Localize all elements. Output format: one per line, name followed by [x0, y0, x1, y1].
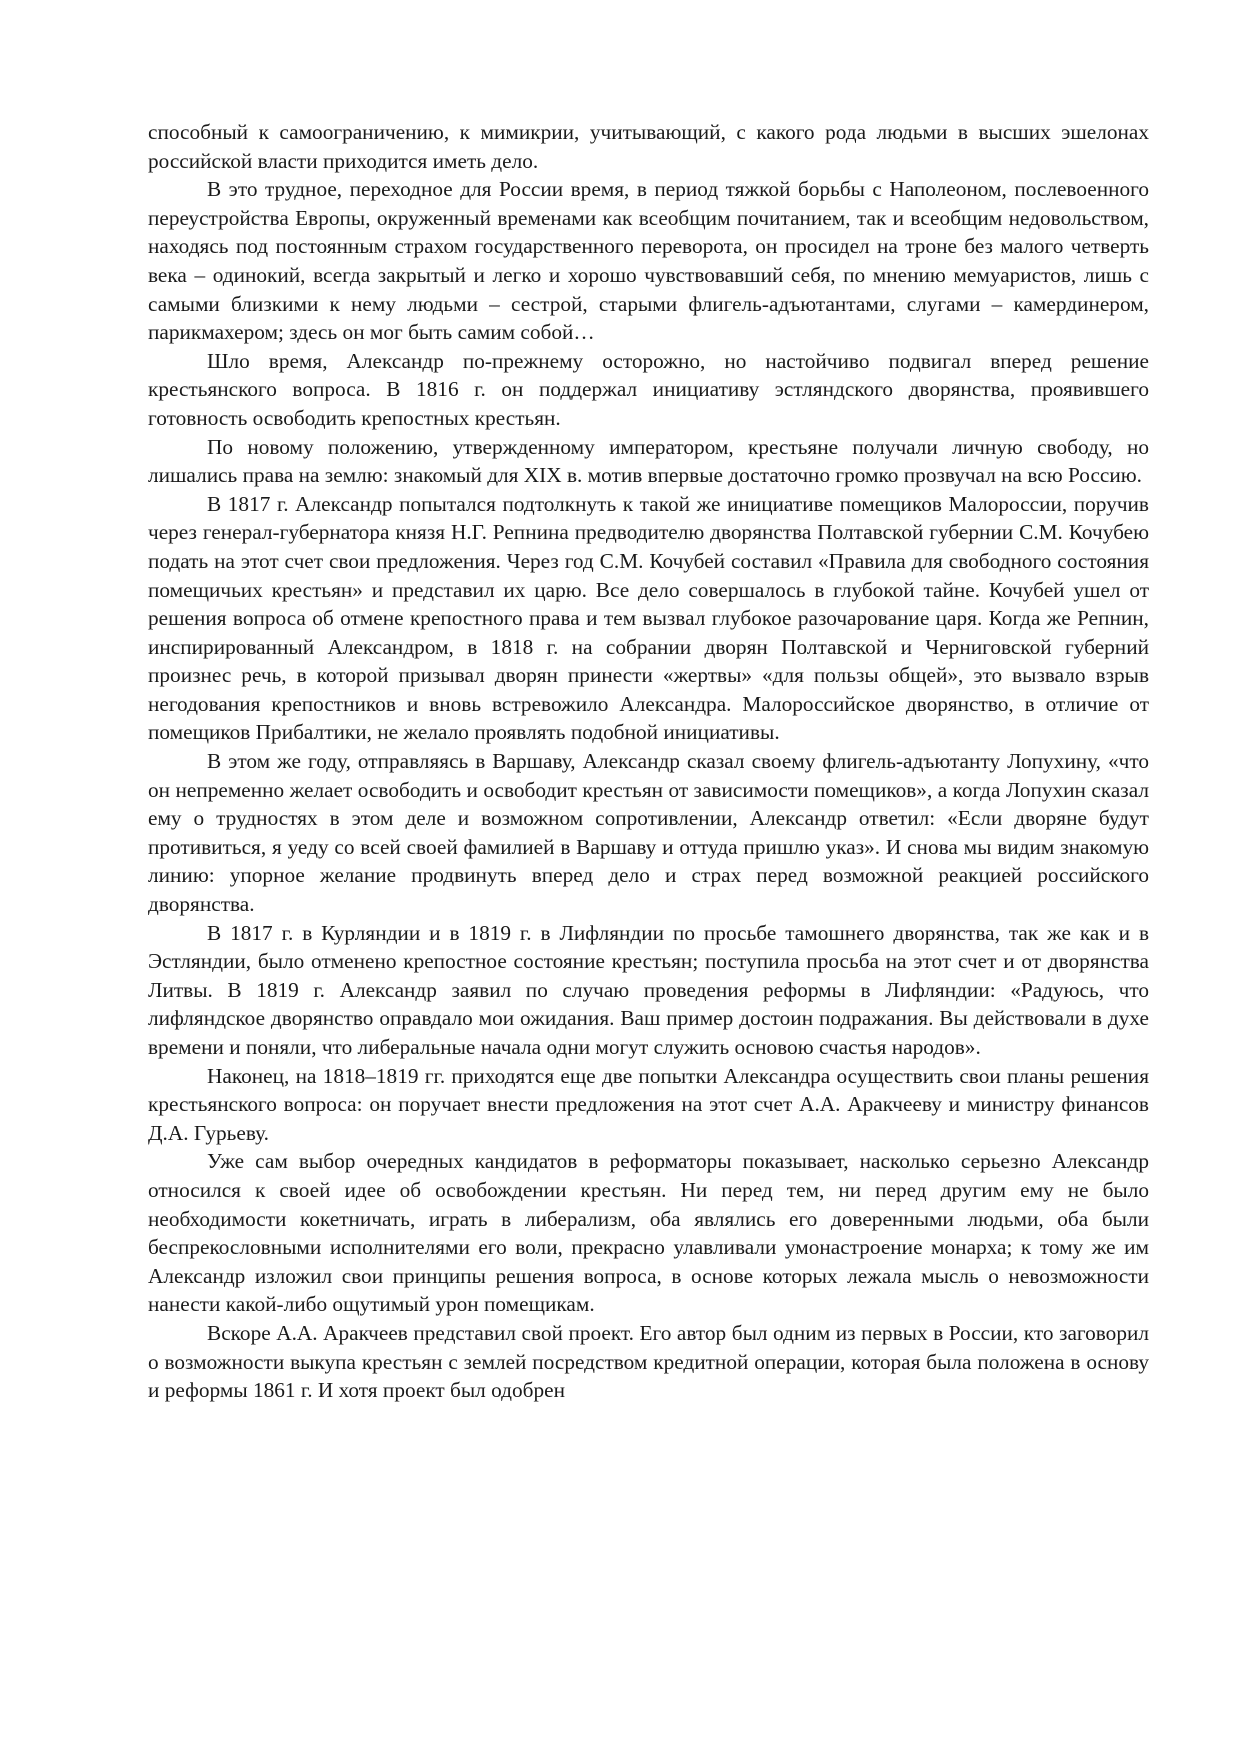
- paragraph: Вскоре А.А. Аракчеев представил свой проект. Его автор был одним из первых в России, кто заговорил о возможности выкупа крестьян с землей посредством кредитной операции, которая была положена в основу и реформы 1861 г. И хотя проект был одобрен: [148, 1320, 1149, 1403]
- paragraph: Шло время, Александр по-прежнему осторожно, но настойчиво подвигал вперед решение крестьянского вопроса. В 1816 г. он поддержал инициативу эстляндского дворянства, проявившего готовность освободить крепостных крестьян.: [148, 348, 1149, 430]
- paragraph: способный к самоограничению, к мимикрии, учитывающий, с какого рода людьми в высших эшелонах российской власти приходится иметь дело.: [148, 120, 1149, 173]
- document-page: [148, 118, 1149, 1405]
- paragraph: В 1817 г. Александр попытался подтолкнуть к такой же инициативе помещиков Малороссии, поручив через генерал-губернатора князя Н.Г. Репнина предводителю дворянства Полтавской губернии С.М. Кочубею подать на этот счет свои предложения. Через год С.М. Кочубей составил «Правила для свободного состояния помещичьих крестьян» и представил их царю. Все дело совершалось в глубокой тайне. Кочубей ушел от решения вопроса об отмене крепостного права и тем вызвал глубокое разочарование царя. Когда же Репнин, инспирированный Александром, в 1818 г. на собрании дворян Полтавской и Черниговской губерний произнес речь, в которой призывал дворян принести «жертвы» «для пользы общей», это вызвало взрыв негодования крепостников и вновь встревожило Александра. Малороссийское дворянство, в отличие от помещиков Прибалтики, не желало проявлять подобной инициативы.: [148, 491, 1149, 745]
- paragraph: В это трудное, переходное для России время, в период тяжкой борьбы с Наполеоном, послевоенного переустройства Европы, окруженный временами как всеобщим почитанием, так и всеобщим недовольством, находясь под постоянным страхом государственного переворота, он просидел на троне без малого четверть века – одинокий, всегда закрытый и легко и хорошо чувствовавший себя, по мнению мемуаристов, лишь с самыми близкими к нему людьми – сестрой, старыми флигель-адъютантами, слугами – камердинером, парикмахером; здесь он мог быть самим собой…: [148, 177, 1149, 345]
- paragraph: Уже сам выбор очередных кандидатов в реформаторы показывает, насколько серьезно Александр относился к своей идее об освобождении крестьян. Ни перед тем, ни перед другим ему не было необходимости кокетничать, играть в либерализм, оба являлись его доверенными людьми, оба были беспрекословными исполнителями его воли, прекрасно улавливали умонастроение монарха; к тому же им Александр изложил свои принципы решения вопроса, в основе которых лежала мысль о невозможности нанести какой-либо ощутимый урон помещикам.: [148, 1149, 1149, 1317]
- paragraph: В этом же году, отправляясь в Варшаву, Александр сказал своему флигель-адъютанту Лопухину, «что он непременно желает освободить и освободит крестьян от зависимости помещиков», а когда Лопухин сказал ему о трудностях в этом деле и возможном сопротивлении, Александр ответил: «Если дворяне будут противиться, я уеду со всей своей фамилией в Варшаву и оттуда пришлю указ». И снова мы видим знакомую линию: упорное желание продвинуть вперед дело и страх перед возможной реакцией российского дворянства.: [148, 749, 1149, 917]
- paragraph: Наконец, на 1818–1819 гг. приходятся еще две попытки Александра осуществить свои планы решения крестьянского вопроса: он поручает внести предложения на этот счет А.А. Аракчееву и министру финансов Д.А. Гурьеву.: [148, 1063, 1149, 1145]
- paragraph: В 1817 г. в Курляндии и в 1819 г. в Лифляндии по просьбе тамошнего дворянства, так же как и в Эстляндии, было отменено крепостное состояние крестьян; поступила просьба на этот счет и от дворянства Литвы. В 1819 г. Александр заявил по случаю проведения реформы в Лифляндии: «Радуюсь, что лифляндское дворянство оправдало мои ожидания. Ваш пример достоин подражания. Вы действовали в духе времени и поняли, что либеральные начала одни могут служить основою счастья народов».: [148, 920, 1149, 1059]
- paragraph: По новому положению, утвержденному императором, крестьяне получали личную свободу, но лишались права на землю: знакомый для XIX в. мотив впервые достаточно громко прозвучал на всю Россию.: [148, 434, 1149, 488]
